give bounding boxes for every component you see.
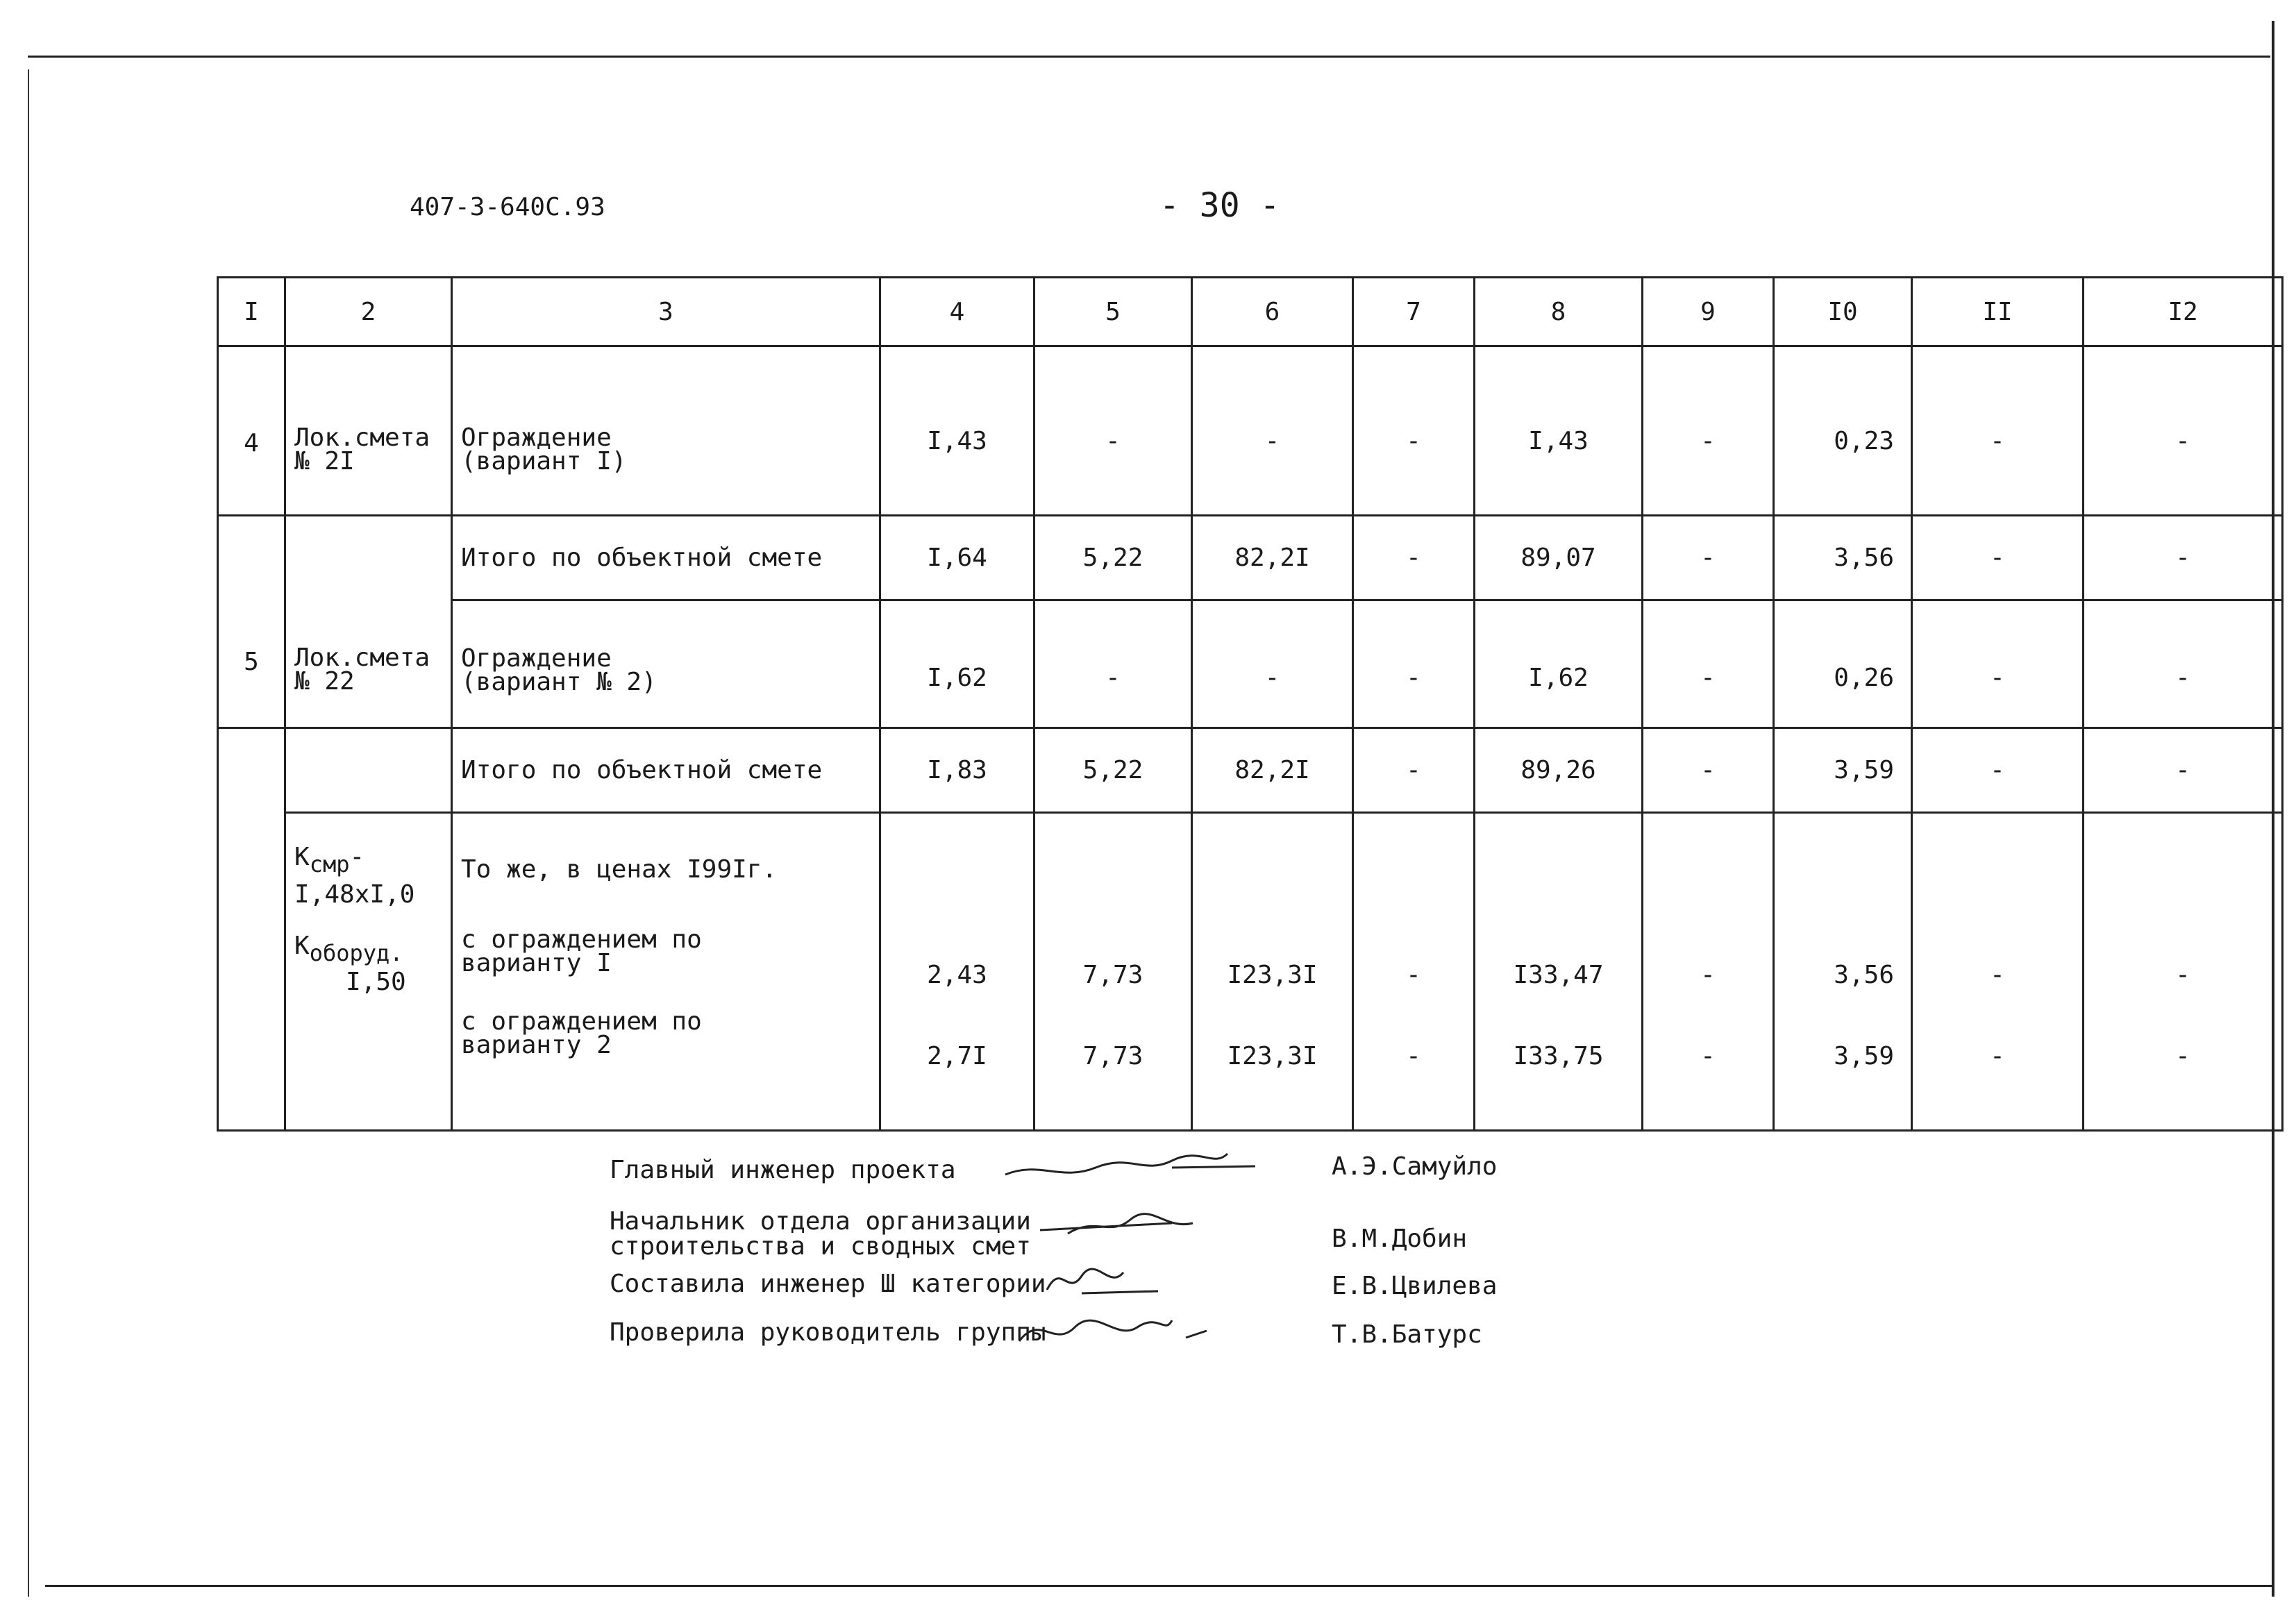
value-cell: I23,3I xyxy=(1227,1042,1318,1070)
value-cell: - xyxy=(1643,728,1774,813)
value-cell: - xyxy=(1700,1042,1716,1070)
column-number: 9 xyxy=(1643,278,1774,346)
page-frame-left xyxy=(28,69,29,1597)
value-cell-pair xyxy=(1353,813,1475,1131)
value-cell: 0,23 xyxy=(1774,346,1912,516)
value-cell: 3,59 xyxy=(1834,1042,1894,1070)
value-cell: I,43 xyxy=(880,346,1034,516)
value-cell: - xyxy=(1700,961,1716,989)
column-number: I xyxy=(218,278,285,346)
coefficients-cell xyxy=(285,813,452,1131)
value-cell: I,64 xyxy=(880,516,1034,600)
value-cell: 2,7I xyxy=(927,1042,987,1070)
signer-role-line: Начальник отдела организации xyxy=(610,1207,1031,1236)
value-cell-pair xyxy=(1475,813,1643,1131)
handwritten-signature xyxy=(998,1147,1262,1188)
value-cell: 5,22 xyxy=(1034,728,1192,813)
value-cell: - xyxy=(1406,1042,1421,1070)
value-cell: - xyxy=(2175,1042,2190,1070)
value-cell: - xyxy=(1353,346,1475,516)
signer-name: А.Э.Самуйло xyxy=(1332,1152,1498,1181)
variant-line: с ограждением по xyxy=(461,1007,702,1036)
page-number: - 30 - xyxy=(1159,186,1280,225)
value-cell: - xyxy=(1643,600,1774,728)
value-cell-pair xyxy=(1643,813,1774,1131)
value-cell: 89,07 xyxy=(1475,516,1643,600)
k-letter: К xyxy=(294,932,310,960)
value-cell: 89,26 xyxy=(1475,728,1643,813)
value-cell: - xyxy=(1643,516,1774,600)
value-cell: 82,2I xyxy=(1192,516,1353,600)
value-cell: - xyxy=(2084,600,2283,728)
empty-cell xyxy=(218,813,285,1131)
value-cell: - xyxy=(1990,961,2005,989)
column-number: I0 xyxy=(1774,278,1912,346)
column-number: 6 xyxy=(1192,278,1353,346)
signer-role: Проверила руководитель группы xyxy=(610,1318,1046,1347)
item-name-line: Ограждение xyxy=(461,423,612,452)
value-cell-pair xyxy=(1034,813,1192,1131)
row-number: 4 xyxy=(218,346,285,516)
column-number: 8 xyxy=(1475,278,1643,346)
value-cell: - xyxy=(1353,516,1475,600)
document-code: 407-3-640С.93 xyxy=(410,193,605,221)
table-row-total xyxy=(218,516,2283,600)
signer-name: В.М.Добин xyxy=(1332,1225,1468,1253)
value-cell: I,62 xyxy=(1475,600,1643,728)
value-cell-pair xyxy=(1912,813,2084,1131)
signer-role: Составила инженер Ш категории xyxy=(610,1270,1046,1298)
value-cell: 3,56 xyxy=(1834,961,1894,989)
column-number: 4 xyxy=(880,278,1034,346)
estimate-table xyxy=(217,276,2284,1132)
variant-line: варианту I xyxy=(461,949,612,977)
page-frame-top xyxy=(28,56,2270,58)
k-letter: К xyxy=(294,843,310,871)
value-cell: 0,26 xyxy=(1774,600,1912,728)
value-cell: - xyxy=(2084,728,2283,813)
estimate-ref-line: № 2I xyxy=(294,447,355,476)
item-name xyxy=(452,346,880,516)
value-cell: 5,22 xyxy=(1034,516,1192,600)
column-number-row xyxy=(218,278,2283,346)
coef-heading: То же, в ценах I99Iг. xyxy=(461,855,778,884)
value-cell: 3,56 xyxy=(1774,516,1912,600)
signer-role xyxy=(610,1209,1031,1259)
value-cell-pair xyxy=(1774,813,1912,1131)
value-cell: - xyxy=(1912,728,2084,813)
k-subscript: смр xyxy=(309,851,350,877)
page-frame-bottom xyxy=(45,1585,2274,1587)
value-cell: - xyxy=(1643,346,1774,516)
estimate-ref xyxy=(285,346,452,516)
estimate-ref-line: Лок.смета xyxy=(294,423,430,452)
table-row xyxy=(218,600,2283,728)
value-cell: - xyxy=(1406,961,1421,989)
k-dash: - xyxy=(349,843,365,871)
handwritten-signature xyxy=(998,1202,1207,1251)
value-cell: - xyxy=(2175,961,2190,989)
total-label: Итого по объектной смете xyxy=(452,728,880,813)
value-cell: - xyxy=(1353,728,1475,813)
value-cell: 3,59 xyxy=(1774,728,1912,813)
table-row-coefficients xyxy=(218,813,2283,1131)
value-cell-pair xyxy=(2084,813,2283,1131)
k-smr xyxy=(294,843,442,877)
column-number: 2 xyxy=(285,278,452,346)
value-cell: I23,3I xyxy=(1227,961,1318,989)
value-cell: - xyxy=(1912,516,2084,600)
value-cell: I,62 xyxy=(880,600,1034,728)
estimate-ref xyxy=(285,600,452,728)
column-number: 5 xyxy=(1034,278,1192,346)
table-row-total xyxy=(218,728,2283,813)
value-cell: 7,73 xyxy=(1082,961,1143,989)
value-cell: - xyxy=(1034,346,1192,516)
estimate-ref-line: Лок.смета xyxy=(294,643,430,672)
value-cell: 82,2I xyxy=(1192,728,1353,813)
item-name-line: (вариант № 2) xyxy=(461,668,657,696)
value-cell: - xyxy=(1912,600,2084,728)
value-cell: I33,75 xyxy=(1513,1042,1604,1070)
row-number: 5 xyxy=(218,600,285,728)
signer-name: Т.В.Батурс xyxy=(1332,1320,1482,1349)
total-label: Итого по объектной смете xyxy=(452,516,880,600)
empty-cell xyxy=(218,728,285,813)
value-cell: I,83 xyxy=(880,728,1034,813)
coefficients-description xyxy=(452,813,880,1131)
column-number: 3 xyxy=(452,278,880,346)
value-cell: - xyxy=(1034,600,1192,728)
item-name-line: (вариант I) xyxy=(461,447,627,476)
value-cell: - xyxy=(2084,516,2283,600)
table-row xyxy=(218,346,2283,516)
value-cell: 2,43 xyxy=(927,961,987,989)
k-subscript: оборуд. xyxy=(309,940,403,966)
variant-line: с ограждением по xyxy=(461,925,702,954)
item-name xyxy=(452,600,880,728)
column-number: 7 xyxy=(1353,278,1475,346)
value-cell: - xyxy=(2084,346,2283,516)
k-oborud-value: I,50 xyxy=(346,968,406,996)
value-cell: - xyxy=(1990,1042,2005,1070)
empty-cell xyxy=(285,516,452,600)
value-cell-pair xyxy=(1192,813,1353,1131)
signer-role: Главный инженер проекта xyxy=(610,1156,956,1184)
variant-line: варианту 2 xyxy=(461,1031,612,1059)
column-number: I2 xyxy=(2084,278,2283,346)
signer-role-line: строительства и сводных смет xyxy=(610,1232,1031,1261)
value-cell: - xyxy=(1192,346,1353,516)
value-cell: - xyxy=(1912,346,2084,516)
value-cell: 7,73 xyxy=(1082,1042,1143,1070)
item-name-line: Ограждение xyxy=(461,644,612,673)
column-number: II xyxy=(1912,278,2084,346)
empty-cell xyxy=(218,516,285,600)
empty-cell xyxy=(285,728,452,813)
k-smr-value: I,48xI,0 xyxy=(294,880,415,909)
handwritten-signature xyxy=(998,1306,1221,1355)
value-cell: - xyxy=(1353,600,1475,728)
signer-name: Е.В.Цвилева xyxy=(1332,1272,1498,1300)
value-cell: - xyxy=(1192,600,1353,728)
k-oborud xyxy=(294,934,442,965)
estimate-ref-line: № 22 xyxy=(294,666,355,696)
value-cell: I33,47 xyxy=(1513,961,1604,989)
value-cell: I,43 xyxy=(1475,346,1643,516)
handwritten-signature xyxy=(998,1255,1179,1304)
value-cell-pair xyxy=(880,813,1034,1131)
